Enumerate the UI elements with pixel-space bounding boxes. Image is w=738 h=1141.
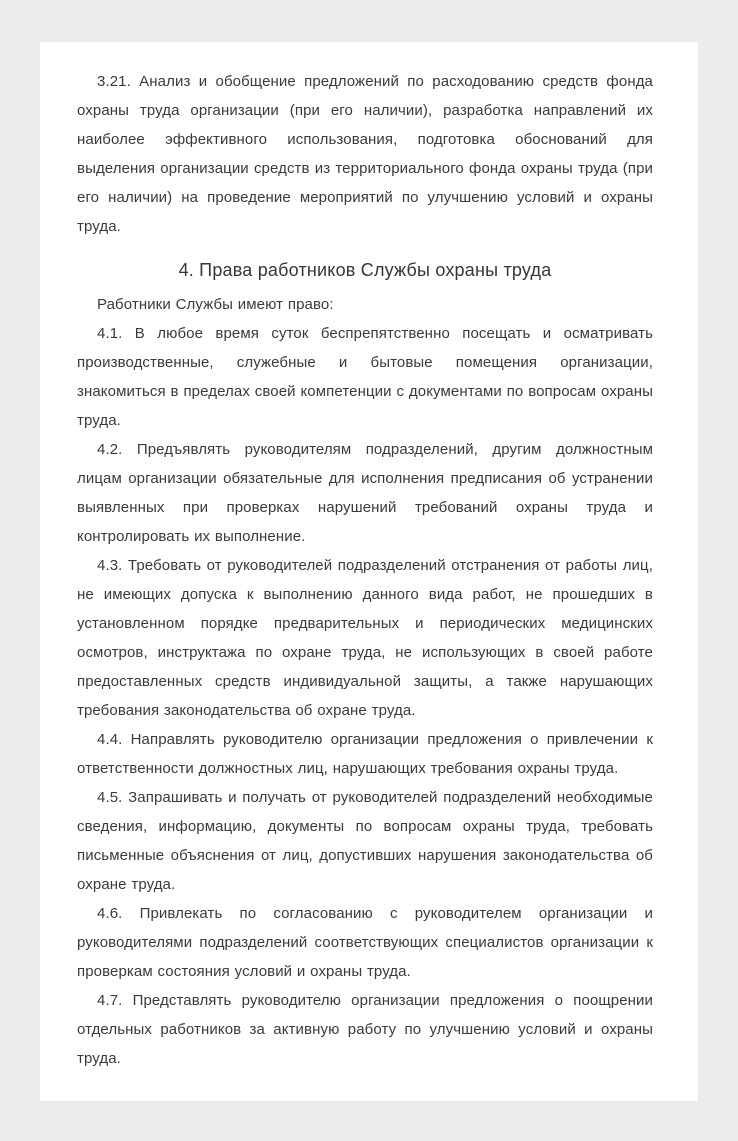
paragraph-4-1: 4.1. В любое время суток беспрепятственно посещать и осматривать производственные, служебные и бытовые помещения организации, знакомиться в пределах своей компетенции с документами по вопросам охраны труда.: [77, 325, 653, 429]
paragraph-4-3: 4.3. Требовать от руководителей подразделений отстранения от работы лиц, не имеющих допуска к выполнению данного вида работ, не прошедших в установленном порядке предварительных и периодических медицинских осмотров, инструктажа по охране труда, не использующих в своей работе предоставленных средств индивидуальной защиты, а также нарушающих требования законодательства об охране труда.: [77, 557, 653, 719]
paragraph-3-21: 3.21. Анализ и обобщение предложений по расходованию средств фонда охраны труда организации (при его наличии), разработка направлений их наиболее эффективного использования, подготовка обоснований для выделения организации средств из территориального фонда охраны труда (при его наличии) на проведение мероприятий по улучшению условий и охраны труда.: [77, 73, 653, 235]
paragraph-4-4: 4.4. Направлять руководителю организации предложения о привлечении к ответственности должностных лиц, нарушающих требования охраны труда.: [77, 731, 653, 777]
section-heading-rights: 4. Права работников Службы охраны труда: [178, 260, 552, 280]
paragraph-4-7: 4.7. Представлять руководителю организации предложения о поощрении отдельных работников за активную работу по улучшению условий и охраны труда.: [77, 992, 653, 1067]
paragraph-intro: Работники Службы имеют право:: [97, 296, 334, 313]
paragraph-4-5: 4.5. Запрашивать и получать от руководителей подразделений необходимые сведения, информацию, документы по вопросам охраны труда, требовать письменные объяснения от лиц, допустивших нарушения законодательства об охране труда.: [77, 789, 653, 893]
paragraph-4-2: 4.2. Предъявлять руководителям подразделений, другим должностным лицам организации обязательные для исполнения предписания об устранении выявленных при проверках нарушений требований охраны труда и контролировать их выполнение.: [77, 441, 653, 545]
paragraph-4-6: 4.6. Привлекать по согласованию с руководителем организации и руководителями подразделений соответствующих специалистов организации к проверкам состояния условий и охраны труда.: [77, 905, 653, 980]
document-page: [40, 42, 698, 1101]
